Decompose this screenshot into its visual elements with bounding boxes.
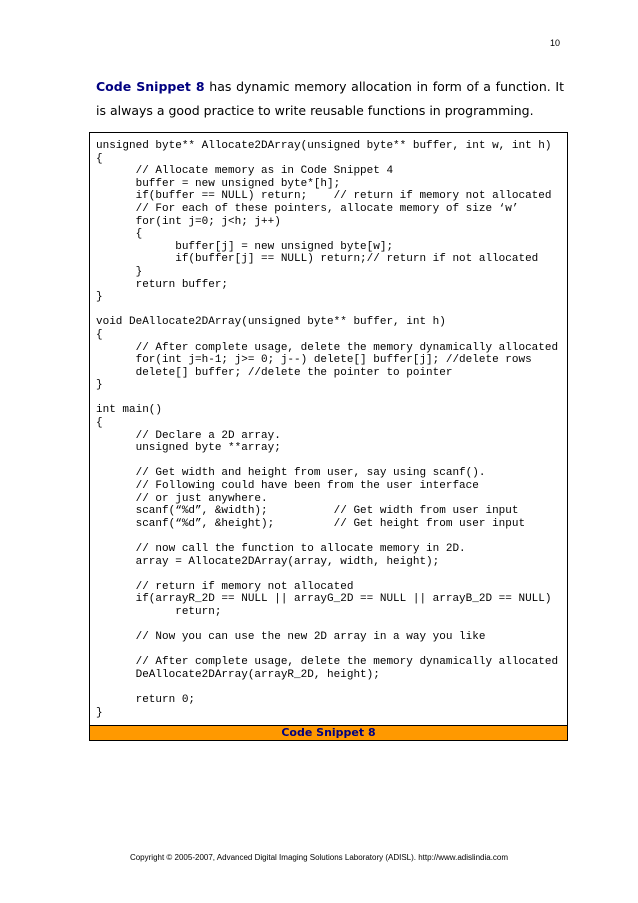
copyright-footer: Copyright © 2005-2007, Advanced Digital Imaging Solutions Laboratory (ADISL). http://www.adislindia.com [129,853,509,862]
intro-text: has dynamic memory allocation in form of a function. It is always a good practice to write reusable functions in programming. [96,79,565,118]
code-listing: unsigned byte** Allocate2DArray(unsigned byte** buffer, int w, int h) { // Allocate memory as in Code Snippet 4 buffer = new unsigned byte*[h]; if(buffer == NULL) return; // return if memory not allocated // For each of these pointers, allocate memory of size ‘w’ for(int j=0; j<h; j++) { buffer[j] = new unsigned byte[w]; if(buffer[j] == NULL) return;// return if not allocated } return buffer; } void DeAllocate2DArray(unsigned byte** buffer, int h) { // After complete usage, delete the memory dynamically allocated for(int j=h-1; j>= 0; j--) delete[] buffer[j]; //delete rows delete[] buffer; //delete the pointer to pointer } int main() { // Declare a 2D array. unsigned byte **array; // Get width and height from user, say using scanf(). // Following could have been from the user interface // or just anywhere. scanf(“%d”, &width); // Get width from user input scanf(“%d”, &height); // Get height from user input // now call the function to allocate memory in 2D. array = Allocate2DArray(array, width, height); // return if memory not allocated if(arrayR_2D == NULL || arrayG_2D == NULL || arrayB_2D == NULL) return; // Now you can use the new 2D array in a way you like // After complete usage, delete the memory dynamically allocated DeAllocate2DArray(arrayR_2D, height); return 0; } [96,140,559,719]
intro-paragraph [96,75,564,123]
snippet-caption: Code Snippet 8 [90,725,567,740]
page-number: 10 [549,38,560,48]
code-snippet-box [89,132,568,741]
snippet-reference: Code Snippet 8 [96,79,205,94]
